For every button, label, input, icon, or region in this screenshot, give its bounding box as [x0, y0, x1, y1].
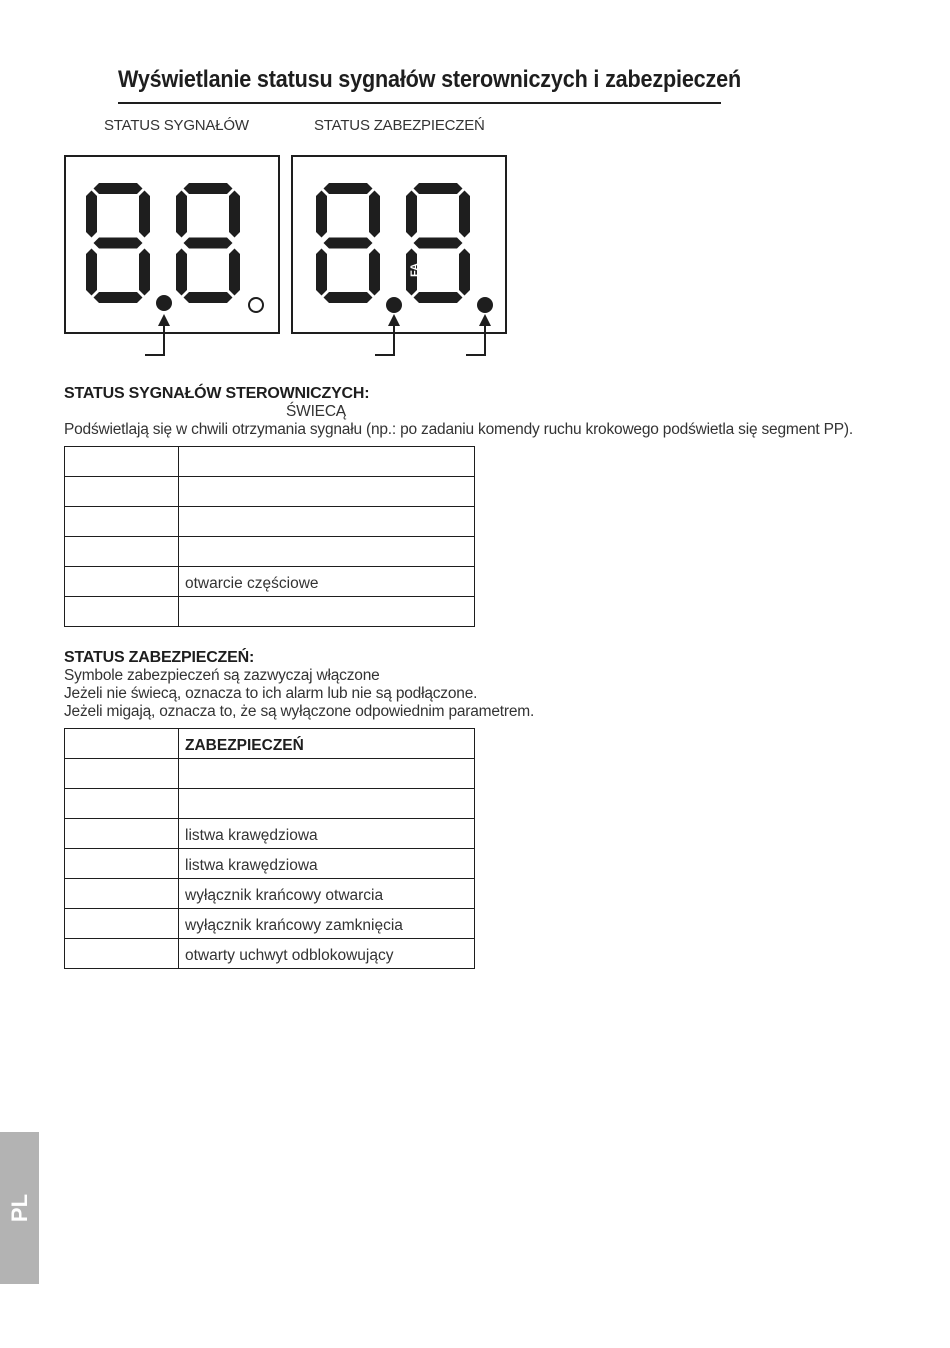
table-cell-code	[65, 507, 179, 537]
segment-b	[229, 191, 240, 238]
segment-a	[414, 183, 463, 194]
segment-d	[184, 292, 233, 303]
table-row	[65, 819, 475, 849]
table-cell-code	[65, 477, 179, 507]
segment-b	[459, 191, 470, 238]
segment-e	[316, 249, 327, 296]
table-cell-code	[65, 849, 179, 879]
signals-description: Podświetlają się w chwili otrzymania sygnału (np.: po zadaniu komendy ruchu krokowego podświetla się segment PP).	[64, 421, 853, 438]
table-row	[65, 537, 475, 567]
language-tab	[0, 1132, 39, 1284]
segment-f	[316, 191, 327, 238]
table-cell-code	[65, 909, 179, 939]
segment-e	[86, 249, 97, 296]
table-cell-code	[65, 447, 179, 477]
segment-a	[94, 183, 143, 194]
table-cell-description	[179, 507, 475, 537]
safety-display-label: STATUS ZABEZPIECZEŃ	[314, 117, 485, 134]
table-cell-code	[65, 879, 179, 909]
fa-segment-label: FA	[409, 262, 421, 277]
safety-line-1: Symbole zabezpieczeń są zazwyczaj włączone	[64, 667, 380, 684]
safety-line-2: Jeżeli nie świecą, oznacza to ich alarm lub nie są podłączone.	[64, 685, 478, 702]
table-cell-code	[65, 597, 179, 627]
table-cell-description	[179, 537, 475, 567]
signals-display-label: STATUS SYGNAŁÓW	[104, 117, 249, 134]
signals-table	[64, 446, 475, 627]
table-cell-code	[65, 759, 179, 789]
table-cell-description: otwarcie częściowe	[179, 567, 475, 597]
pointer-arrowheads	[158, 314, 491, 326]
fc-segment-label: FC	[469, 262, 481, 277]
segment-g	[324, 238, 373, 249]
signals-heading: STATUS SYGNAŁÓW STEROWNICZYCH:	[64, 385, 370, 402]
table-cell-description: wyłącznik krańcowy zamknięcia	[179, 909, 475, 939]
table-cell-description: listwa krawędziowa	[179, 849, 475, 879]
table-row	[65, 597, 475, 627]
segment-d	[94, 292, 143, 303]
table-cell-code	[65, 567, 179, 597]
segment-c	[369, 249, 380, 296]
table-row	[65, 567, 475, 597]
safety-dp-2	[477, 297, 493, 313]
table-row	[65, 879, 475, 909]
segment-c	[139, 249, 150, 296]
safety-digit-1	[316, 183, 380, 303]
signals-dp-2	[249, 298, 263, 312]
table-cell-code	[65, 819, 179, 849]
table-cell-code	[65, 939, 179, 969]
table-row	[65, 909, 475, 939]
table-row	[65, 939, 475, 969]
table-cell-description: listwa krawędziowa	[179, 819, 475, 849]
segment-g	[414, 238, 463, 249]
table-cell-code	[65, 789, 179, 819]
table-header-row	[65, 729, 475, 759]
segment-b	[369, 191, 380, 238]
safety-dp-1	[386, 297, 402, 313]
table-cell-description: ZABEZPIECZEŃ	[179, 729, 475, 759]
table-row	[65, 507, 475, 537]
segment-g	[94, 238, 143, 249]
table-cell-description	[179, 597, 475, 627]
safety-heading: STATUS ZABEZPIECZEŃ:	[64, 649, 255, 666]
segment-d	[414, 292, 463, 303]
segment-e	[176, 249, 187, 296]
table-row	[65, 477, 475, 507]
language-tab-label: PL	[6, 1193, 32, 1223]
safety-digit-2	[406, 183, 470, 303]
segment-g	[184, 238, 233, 249]
signals-digit-2	[176, 183, 240, 303]
signals-dp-1	[156, 295, 172, 311]
segment-d	[324, 292, 373, 303]
segment-a	[324, 183, 373, 194]
safety-table	[64, 728, 475, 969]
table-cell-description: wyłącznik krańcowy otwarcia	[179, 879, 475, 909]
table-row	[65, 789, 475, 819]
table-row	[65, 447, 475, 477]
table-cell-description	[179, 447, 475, 477]
table-row	[65, 759, 475, 789]
segment-f	[86, 191, 97, 238]
table-row	[65, 849, 475, 879]
segment-a	[184, 183, 233, 194]
segment-f	[176, 191, 187, 238]
page-title: Wyświetlanie statusu sygnałów sterowniczych i zabezpieczeń	[118, 66, 721, 104]
table-cell-description: otwarty uchwyt odblokowujący	[179, 939, 475, 969]
safety-line-3: Jeżeli migają, oznacza to, że są wyłączone odpowiednim parametrem.	[64, 703, 535, 720]
pointer-lines	[145, 322, 485, 355]
segment-c	[229, 249, 240, 296]
table-cell-code	[65, 537, 179, 567]
segment-b	[139, 191, 150, 238]
table-cell-description	[179, 477, 475, 507]
table-cell-description	[179, 759, 475, 789]
table-cell-code	[65, 729, 179, 759]
segment-f	[406, 191, 417, 238]
table-cell-description	[179, 789, 475, 819]
signals-column-note: ŚWIECĄ	[286, 403, 346, 420]
signals-digit-1	[86, 183, 150, 303]
seven-segment-display-diagram	[0, 0, 950, 380]
